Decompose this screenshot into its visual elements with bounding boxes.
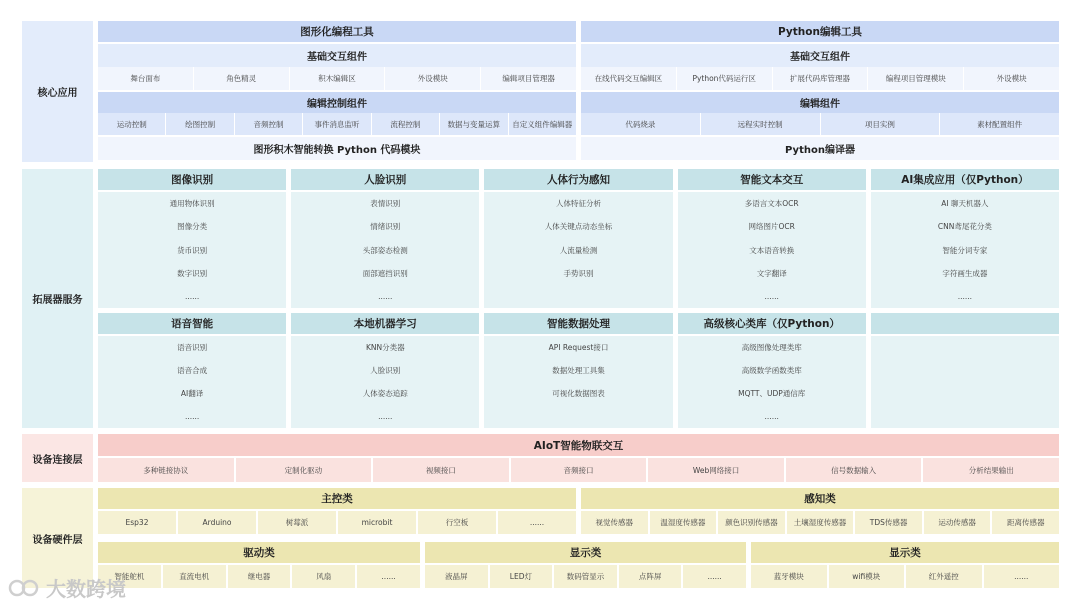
- list-item: [484, 405, 672, 428]
- list-item: ......: [957, 291, 973, 301]
- python-tool-title: Python编辑工具: [581, 21, 1059, 42]
- list-item: 货币识别: [177, 245, 208, 255]
- list-item: 通用物体识别: [169, 199, 215, 209]
- list-item: 颜色识别传感器: [718, 511, 785, 534]
- list-item: 扩展代码库管理器: [772, 67, 868, 90]
- list-item: Arduino: [178, 511, 256, 534]
- list-item: 语音合成: [177, 366, 208, 375]
- list-item: LED灯: [490, 565, 553, 588]
- list-item: Esp32: [98, 511, 176, 534]
- list-item: 点阵屏: [619, 565, 682, 588]
- list-item: 舞台面布: [130, 74, 161, 83]
- python-basic-items: [581, 67, 1059, 90]
- graphical-edit-title: 编辑控制组件: [98, 92, 576, 113]
- hw-display1-items: [425, 565, 746, 588]
- list-item: 远程实时控制: [700, 113, 820, 135]
- list-item: 高级图像处理类库: [741, 343, 802, 352]
- hw-sense-panel: [581, 488, 1059, 534]
- list-item: 事件消息监听: [302, 113, 370, 135]
- list-item: AI 聊天机器人: [941, 199, 989, 209]
- list-item: 高级数学函数类库: [741, 366, 802, 375]
- list-item: 信号数据输入: [786, 458, 922, 482]
- list-item: 距离传感器: [992, 511, 1059, 534]
- list-item: Web网络接口: [648, 458, 784, 482]
- list-item: 人脸识别: [370, 366, 401, 375]
- list-item: 运动传感器: [924, 511, 991, 534]
- list-item: 手势识别: [563, 268, 594, 278]
- list-item: 图像分类: [177, 222, 208, 232]
- list-item: 外设模块: [963, 67, 1059, 90]
- list-item: 情绪识别: [370, 222, 401, 232]
- graphical-basic-title: 基础交互组件: [98, 44, 576, 67]
- list-item: 蓝牙模块: [751, 565, 827, 588]
- hw-display2-items: [751, 565, 1059, 588]
- ext-card: [678, 313, 866, 428]
- list-item: 语音识别: [177, 343, 208, 352]
- list-item: microbit: [338, 511, 416, 534]
- list-item: 多语言文本OCR: [744, 199, 799, 209]
- list-item: 人体特征分析: [556, 199, 601, 209]
- hw-main-items: [98, 511, 576, 534]
- list-item: 树莓派: [258, 511, 336, 534]
- graphical-basic-items: [98, 67, 576, 90]
- hw-drive-title: 驱动类: [98, 542, 420, 563]
- list-item: 智能分词专家: [942, 245, 988, 255]
- graphical-edit-items: [98, 113, 576, 135]
- list-item: 自定义组件编辑器: [508, 113, 576, 135]
- list-item: 数据与变量运算: [439, 113, 507, 135]
- list-item: ......: [378, 412, 393, 421]
- hw-drive-items: [98, 565, 420, 588]
- ext-card: [871, 169, 1059, 308]
- list-item: 继电器: [228, 565, 291, 588]
- hw-main-panel: [98, 488, 576, 534]
- conn-layer-label: 设备连接层: [22, 434, 93, 482]
- list-item: ......: [683, 565, 746, 588]
- list-item: 人体关键点动态坐标: [544, 222, 613, 232]
- list-item: 面部遮挡识别: [362, 268, 408, 278]
- list-item: 编辑项目管理器: [480, 67, 576, 90]
- ext-card-title: 图像识别: [98, 169, 286, 190]
- ext-card-title: 人体行为感知: [484, 169, 672, 190]
- list-item: 角色精灵: [193, 67, 289, 90]
- ext-card: [678, 169, 866, 308]
- list-item: 文字翻译: [756, 268, 787, 278]
- list-item: 编程项目管理模块: [867, 67, 963, 90]
- list-item: 定制化驱动: [236, 458, 372, 482]
- list-item: 数码管显示: [554, 565, 617, 588]
- hw-display2-title: 显示类: [751, 542, 1059, 563]
- ext-row-2: [98, 313, 1059, 428]
- python-footer: Python编译器: [581, 137, 1059, 160]
- hw-drive-panel: [98, 542, 420, 588]
- watermark: [8, 572, 126, 602]
- list-item: 行空板: [418, 511, 496, 534]
- list-item: 音频接口: [511, 458, 647, 482]
- python-tool-panel: [581, 21, 1059, 162]
- ext-card-title: [871, 313, 1059, 334]
- ext-card: [98, 169, 286, 308]
- ext-card-title: 智能数据处理: [484, 313, 672, 334]
- list-item: 文本语音转换: [749, 245, 795, 255]
- python-edit-title: 编辑组件: [581, 92, 1059, 113]
- hw-sense-items: [581, 511, 1059, 534]
- list-item: CNN鸢尾花分类: [937, 222, 992, 232]
- hw-main-title: 主控类: [98, 488, 576, 509]
- list-item: 视觉传感器: [581, 511, 648, 534]
- ext-card-empty: [871, 313, 1059, 428]
- list-item: wifi模块: [829, 565, 905, 588]
- graphical-tool-title: 图形化编程工具: [98, 21, 576, 42]
- list-item: 直流电机: [163, 565, 226, 588]
- list-item: 网络图片OCR: [748, 222, 795, 232]
- ext-card-title: 语音智能: [98, 313, 286, 334]
- list-item: 流程控制: [371, 113, 439, 135]
- list-item: TDS传感器: [855, 511, 922, 534]
- list-item: 字符画生成器: [942, 268, 988, 278]
- graphical-footer: 图形积木智能转换 Python 代码模块: [98, 137, 576, 160]
- ext-card: [291, 169, 479, 308]
- list-item: 积木编辑区: [289, 67, 385, 90]
- list-item: 温湿度传感器: [650, 511, 717, 534]
- hw-display2-panel: [751, 542, 1059, 588]
- list-item: KNN分类器: [365, 343, 405, 352]
- list-item: [484, 285, 672, 308]
- list-item: 可视化数据图表: [552, 389, 605, 398]
- list-item: ......: [498, 511, 576, 534]
- conn-title: AIoT智能物联交互: [98, 434, 1059, 456]
- watermark-text: 大数跨境: [46, 576, 126, 601]
- list-item: ......: [378, 291, 393, 301]
- ext-card-title: AI集成应用（仅Python）: [871, 169, 1059, 190]
- graphical-tool-panel: [98, 21, 576, 162]
- ext-card-title: 智能文本交互: [678, 169, 866, 190]
- ext-card: [291, 313, 479, 428]
- list-item: 智能舵机: [98, 565, 161, 588]
- list-item: Python代码运行区: [676, 67, 772, 90]
- ext-row-1: [98, 169, 1059, 308]
- list-item: ......: [764, 412, 779, 421]
- list-item: 素材配置组件: [939, 113, 1059, 135]
- list-item: AI翻译: [180, 389, 204, 398]
- hw-display1-title: 显示类: [425, 542, 746, 563]
- ext-card: [484, 169, 672, 308]
- list-item: 外设模块: [384, 67, 480, 90]
- ext-card: [98, 313, 286, 428]
- ext-layer-label: 拓展器服务: [22, 169, 93, 428]
- list-item: 土壤湿度传感器: [787, 511, 854, 534]
- list-item: 项目实例: [820, 113, 940, 135]
- list-item: 视频接口: [373, 458, 509, 482]
- list-item: ......: [764, 291, 779, 301]
- ext-card-title: 人脸识别: [291, 169, 479, 190]
- list-item: 多种链接协议: [98, 458, 234, 482]
- conn-panel: [98, 434, 1059, 482]
- watermark-logo-icon: [8, 576, 42, 598]
- list-item: 代码烧录: [625, 119, 656, 129]
- conn-items: [98, 458, 1059, 482]
- ext-card: [484, 313, 672, 428]
- list-item: ......: [357, 565, 420, 588]
- list-item: [871, 336, 1059, 428]
- list-item: 在线代码交互编辑区: [594, 74, 663, 83]
- list-item: ......: [184, 412, 200, 421]
- list-item: 绘图控制: [165, 113, 233, 135]
- list-item: 人体姿态追踪: [362, 389, 408, 398]
- list-item: API Request接口: [548, 343, 609, 352]
- hw-layer-label: 设备硬件层: [22, 488, 93, 588]
- list-item: ......: [984, 565, 1060, 588]
- list-item: 数据处理工具集: [552, 366, 605, 375]
- list-item: 风扇: [292, 565, 355, 588]
- list-item: 人流量检测: [559, 245, 598, 255]
- list-item: 数字识别: [177, 268, 208, 278]
- hw-sense-title: 感知类: [581, 488, 1059, 509]
- list-item: 运动控制: [116, 119, 147, 129]
- list-item: 红外遥控: [906, 565, 982, 588]
- list-item: 液晶屏: [425, 565, 488, 588]
- list-item: 头部姿态检测: [362, 245, 408, 255]
- hw-display1-panel: [425, 542, 746, 588]
- core-layer-label: 核心应用: [22, 21, 93, 162]
- list-item: 音频控制: [234, 113, 302, 135]
- python-basic-title: 基础交互组件: [581, 44, 1059, 67]
- ext-card-title: 高级核心类库（仅Python）: [678, 313, 866, 334]
- list-item: MQTT、UDP通信库: [738, 389, 806, 398]
- python-edit-items: [581, 113, 1059, 135]
- ext-card-title: 本地机器学习: [291, 313, 479, 334]
- list-item: 分析结果输出: [923, 458, 1059, 482]
- list-item: ......: [184, 291, 200, 301]
- list-item: 表情识别: [370, 199, 401, 209]
